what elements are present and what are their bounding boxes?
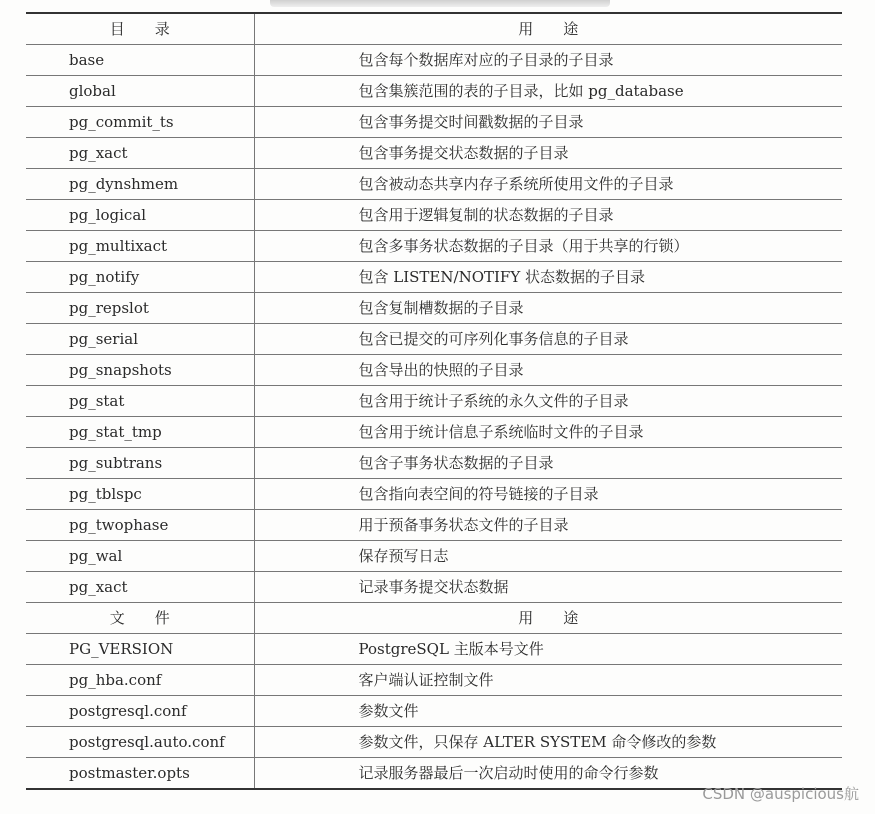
entry-name: postgresql.conf bbox=[26, 696, 254, 727]
table-row bbox=[26, 479, 842, 510]
table-row bbox=[26, 572, 842, 603]
table-body bbox=[26, 13, 842, 789]
entry-purpose: 记录服务器最后一次启动时使用的命令行参数 bbox=[254, 758, 842, 790]
table-row bbox=[26, 448, 842, 479]
column-header-name: 文 件 bbox=[26, 603, 254, 634]
table-row bbox=[26, 510, 842, 541]
entry-name: pg_wal bbox=[26, 541, 254, 572]
table-row bbox=[26, 169, 842, 200]
table-row bbox=[26, 200, 842, 231]
entry-name: pg_stat bbox=[26, 386, 254, 417]
table-row bbox=[26, 138, 842, 169]
entry-name: pg_tblspc bbox=[26, 479, 254, 510]
entry-name: global bbox=[26, 76, 254, 107]
table-row bbox=[26, 355, 842, 386]
entry-name: postgresql.auto.conf bbox=[26, 727, 254, 758]
entry-name: pg_notify bbox=[26, 262, 254, 293]
entry-purpose: 包含用于逻辑复制的状态数据的子目录 bbox=[254, 200, 842, 231]
table-row bbox=[26, 665, 842, 696]
entry-purpose: 包含已提交的可序列化事务信息的子目录 bbox=[254, 324, 842, 355]
entry-purpose: 包含多事务状态数据的子目录（用于共享的行锁） bbox=[254, 231, 842, 262]
entry-name: pg_stat_tmp bbox=[26, 417, 254, 448]
entry-name: pg_twophase bbox=[26, 510, 254, 541]
entry-name: pg_serial bbox=[26, 324, 254, 355]
section2-header-row bbox=[26, 603, 842, 634]
directory-file-table bbox=[26, 12, 842, 790]
entry-purpose: 参数文件，只保存 ALTER SYSTEM 命令修改的参数 bbox=[254, 727, 842, 758]
entry-purpose: 包含导出的快照的子目录 bbox=[254, 355, 842, 386]
entry-purpose: 包含用于统计信息子系统临时文件的子目录 bbox=[254, 417, 842, 448]
entry-purpose: 包含被动态共享内存子系统所使用文件的子目录 bbox=[254, 169, 842, 200]
csdn-watermark: CSDN @auspicious航 bbox=[702, 785, 859, 803]
table-row bbox=[26, 45, 842, 76]
entry-purpose: 包含用于统计子系统的永久文件的子目录 bbox=[254, 386, 842, 417]
entry-name: pg_repslot bbox=[26, 293, 254, 324]
cropped-caption-strip bbox=[270, 0, 610, 7]
entry-purpose: 客户端认证控制文件 bbox=[254, 665, 842, 696]
entry-name: postmaster.opts bbox=[26, 758, 254, 790]
table-row bbox=[26, 76, 842, 107]
entry-purpose: 保存预写日志 bbox=[254, 541, 842, 572]
entry-name: PG_VERSION bbox=[26, 634, 254, 665]
table-row bbox=[26, 417, 842, 448]
entry-name: pg_subtrans bbox=[26, 448, 254, 479]
entry-name: pg_multixact bbox=[26, 231, 254, 262]
entry-purpose: 包含每个数据库对应的子目录的子目录 bbox=[254, 45, 842, 76]
table-row bbox=[26, 293, 842, 324]
table-row bbox=[26, 727, 842, 758]
column-header-purpose: 用 途 bbox=[254, 603, 842, 634]
column-header-name: 目 录 bbox=[26, 13, 254, 45]
entry-name: pg_snapshots bbox=[26, 355, 254, 386]
entry-purpose: 包含复制槽数据的子目录 bbox=[254, 293, 842, 324]
entry-name: base bbox=[26, 45, 254, 76]
entry-purpose: 用于预备事务状态文件的子目录 bbox=[254, 510, 842, 541]
entry-name: pg_xact bbox=[26, 138, 254, 169]
entry-name: pg_xact bbox=[26, 572, 254, 603]
entry-purpose: 包含 LISTEN/NOTIFY 状态数据的子目录 bbox=[254, 262, 842, 293]
entry-purpose: 包含事务提交时间戳数据的子目录 bbox=[254, 107, 842, 138]
entry-name: pg_dynshmem bbox=[26, 169, 254, 200]
table-row bbox=[26, 696, 842, 727]
entry-name: pg_commit_ts bbox=[26, 107, 254, 138]
entry-purpose: 包含子事务状态数据的子目录 bbox=[254, 448, 842, 479]
table-row bbox=[26, 231, 842, 262]
table-row bbox=[26, 262, 842, 293]
entry-purpose: 包含事务提交状态数据的子目录 bbox=[254, 138, 842, 169]
table-row bbox=[26, 541, 842, 572]
table-row bbox=[26, 324, 842, 355]
entry-purpose: 包含指向表空间的符号链接的子目录 bbox=[254, 479, 842, 510]
entry-purpose: 包含集簇范围的表的子目录，比如 pg_database bbox=[254, 76, 842, 107]
entry-name: pg_logical bbox=[26, 200, 254, 231]
entry-name: pg_hba.conf bbox=[26, 665, 254, 696]
section1-header-row bbox=[26, 13, 842, 45]
table-row bbox=[26, 634, 842, 665]
entry-purpose: 记录事务提交状态数据 bbox=[254, 572, 842, 603]
column-header-purpose: 用 途 bbox=[254, 13, 842, 45]
entry-purpose: 参数文件 bbox=[254, 696, 842, 727]
entry-purpose: PostgreSQL 主版本号文件 bbox=[254, 634, 842, 665]
table-row bbox=[26, 386, 842, 417]
table-row bbox=[26, 107, 842, 138]
